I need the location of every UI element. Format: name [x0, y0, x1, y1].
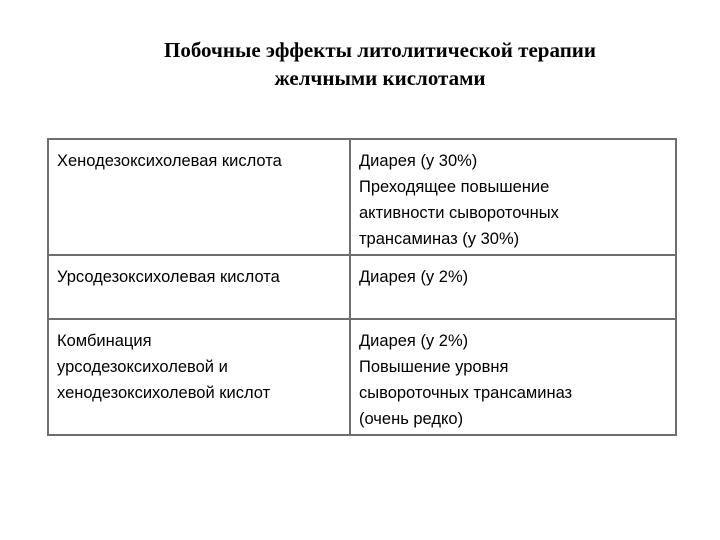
drug-cell: [48, 139, 350, 255]
effect-text: Повышение уровня: [359, 358, 509, 376]
drug-cell: [48, 255, 350, 319]
effect-text: Преходящее повышение: [359, 178, 550, 196]
effect-text: (очень редко): [359, 410, 464, 428]
drug-text: урсодезоксихолевой и: [57, 358, 228, 376]
effect-text: сывороточных трансаминаз: [359, 384, 573, 402]
table-row: [48, 139, 676, 255]
effect-text: Диарея (у 30%): [359, 152, 478, 170]
effect-text: трансаминаз (у 30%): [359, 230, 520, 248]
effect-text: активности сывороточных: [359, 204, 559, 222]
table-row: [48, 319, 676, 435]
table-row: [48, 255, 676, 319]
effects-cell: [350, 255, 676, 319]
title-line-1: Побочные эффекты литолитической терапии: [163, 38, 596, 62]
drug-text: Урсодезоксихолевая кислота: [57, 268, 280, 286]
drug-text: Хенодезоксихолевая кислота: [57, 152, 282, 170]
drug-cell: [48, 319, 350, 435]
effect-text: Диарея (у 2%): [359, 268, 469, 286]
effect-text: Диарея (у 2%): [359, 332, 469, 350]
effects-cell: [350, 139, 676, 255]
drug-text: хенодезоксихолевой кислот: [57, 384, 271, 402]
title-line-2: желчными кислотами: [274, 66, 486, 90]
drug-text: Комбинация: [57, 332, 152, 350]
page-title: [0, 36, 720, 92]
side-effects-table: [47, 138, 677, 436]
effects-cell: [350, 319, 676, 435]
